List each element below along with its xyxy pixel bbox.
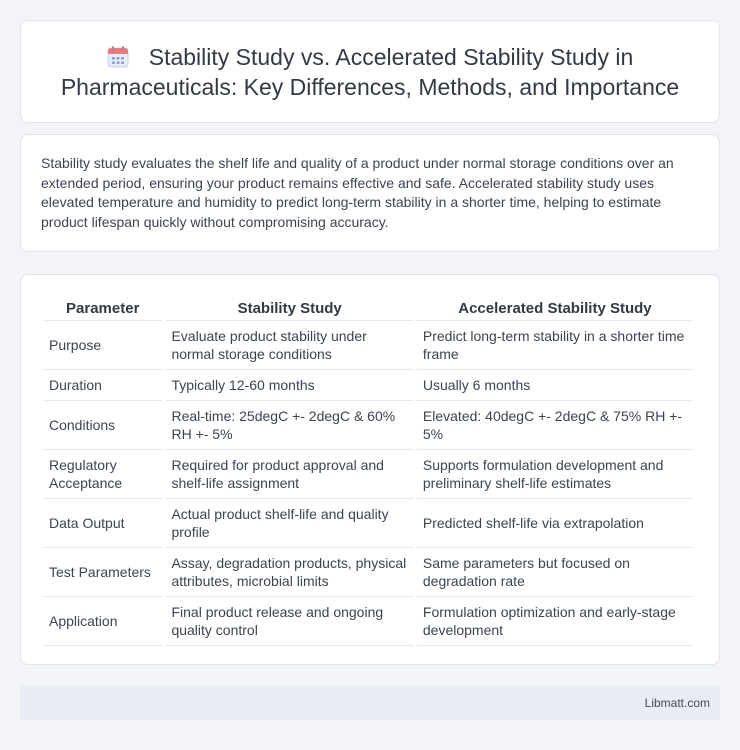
table-cell: Conditions	[43, 401, 162, 450]
table-cell: Same parameters but focused on degradation rate	[417, 548, 693, 597]
intro-card	[20, 134, 720, 252]
table-cell: Duration	[43, 370, 162, 401]
column-header: Parameter	[43, 295, 162, 321]
table-cell: Typically 12-60 months	[165, 370, 413, 401]
table-cell: Purpose	[43, 321, 162, 370]
table-cell: Evaluate product stability under normal storage conditions	[165, 321, 413, 370]
table-cell: Predict long-term stability in a shorter time frame	[417, 321, 693, 370]
title-card	[20, 20, 720, 123]
table-cell: Supports formulation development and preliminary shelf-life estimates	[417, 450, 693, 499]
table-cell: Predicted shelf-life via extrapolation	[417, 499, 693, 548]
page-title-text: Stability Study vs. Accelerated Stability Study in Pharmaceuticals: Key Differences, Methods, and Importance	[60, 43, 680, 100]
footer	[20, 686, 720, 720]
table-row	[43, 597, 693, 646]
comparison-table-card	[20, 274, 720, 665]
table-cell: Elevated: 40degC +- 2degC & 75% RH +- 5%	[417, 401, 693, 450]
table-cell: Actual product shelf-life and quality profile	[165, 499, 413, 548]
table-cell: Real-time: 25degC +- 2degC & 60% RH +- 5%	[165, 401, 413, 450]
table-cell: Regulatory Acceptance	[43, 450, 162, 499]
footer-site-link[interactable]: Libmatt.com	[644, 696, 710, 710]
table-cell: Data Output	[43, 499, 162, 548]
table-row	[43, 450, 693, 499]
table-row	[43, 401, 693, 450]
table-cell: Test Parameters	[43, 548, 162, 597]
table-row	[43, 499, 693, 548]
table-cell: Assay, degradation products, physical attributes, microbial limits	[165, 548, 413, 597]
table-cell: Formulation optimization and early-stage development	[417, 597, 693, 646]
column-header: Accelerated Stability Study	[417, 295, 693, 321]
calendar-icon	[107, 46, 129, 68]
table-row	[43, 548, 693, 597]
table-cell: Final product release and ongoing quality control	[165, 597, 413, 646]
table-cell: Usually 6 months	[417, 370, 693, 401]
table-row	[43, 370, 693, 401]
column-header: Stability Study	[165, 295, 413, 321]
table-cell: Application	[43, 597, 162, 646]
intro-paragraph: Stability study evaluates the shelf life and quality of a product under normal storage conditions over an extended period, ensuring your product remains effective and safe. Accelerated stability study uses elevated temperature and humidity to predict long-term stability in a shorter time, helping to estimate product lifespan quickly without compromising accuracy.	[41, 155, 674, 230]
comparison-table	[40, 295, 696, 646]
table-row	[43, 321, 693, 370]
table-header-row	[43, 295, 693, 321]
page-title	[41, 42, 699, 102]
table-cell: Required for product approval and shelf-life assignment	[165, 450, 413, 499]
